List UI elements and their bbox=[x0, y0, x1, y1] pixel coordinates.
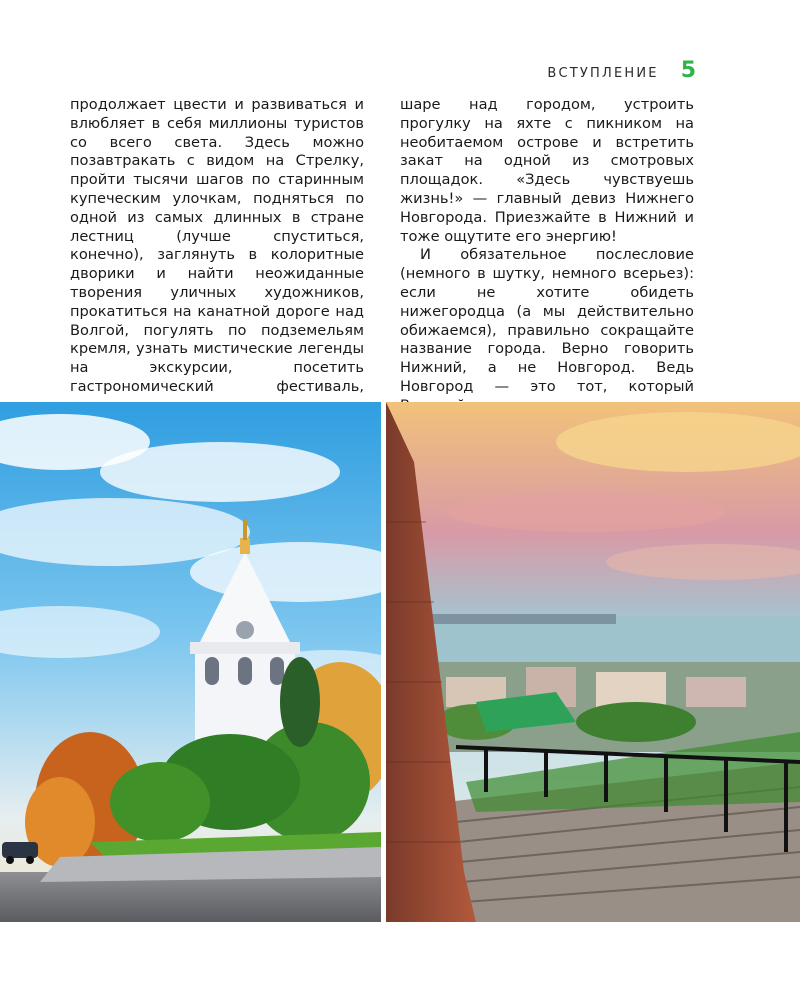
text-column-right bbox=[400, 96, 694, 416]
text-column-left bbox=[70, 96, 364, 416]
kremlin-stairs-illustration bbox=[386, 402, 800, 922]
bell-tower-illustration bbox=[0, 402, 381, 922]
photo-kremlin-stairs bbox=[386, 402, 800, 922]
page-header bbox=[547, 58, 696, 83]
paragraph-right-1: шаре над городом, устроить прогулку на яхте с пикником на необитаемом острове и встретить закат на одной из смотровых площадок. «Здесь чувствуешь жизнь!» — главный девиз Нижнего Новгорода. Приезжайте в Нижний и тоже ощутите его энергию! bbox=[400, 96, 694, 245]
paragraph-right-2: И обязательное послесловие (немного в шутку, немного всерьез): если не хотите обидеть нижегородца (а мы действительно обижаемся), правильно сокращайте название города. Верно говорить Нижний, а не Новгород. Ведь Новгород — это тот, который bbox=[400, 246, 694, 395]
paragraph-left: продолжает цвести и развиваться и влюбляет в себя миллионы туристов со всего света. Здесь можно позавтракать с видом на Стрелку, пройти тысячи шагов по старинным купеческим улочкам, подняться по одной из самых длинных в стране лестниц (лучше спуститься, конечно), заглянуть в колоритные дворики и найти неожиданные творения уличных художников, прокатиться на канатной дороге над Волгой, погулять по подземельям кремля, узнать мистические легенды на экскурсии, посетить гастрономический фестиваль, bbox=[70, 96, 364, 395]
photo-bell-tower bbox=[0, 402, 381, 922]
section-title: ВСТУПЛЕНИЕ bbox=[547, 66, 659, 81]
page-number: 5 bbox=[680, 58, 696, 83]
